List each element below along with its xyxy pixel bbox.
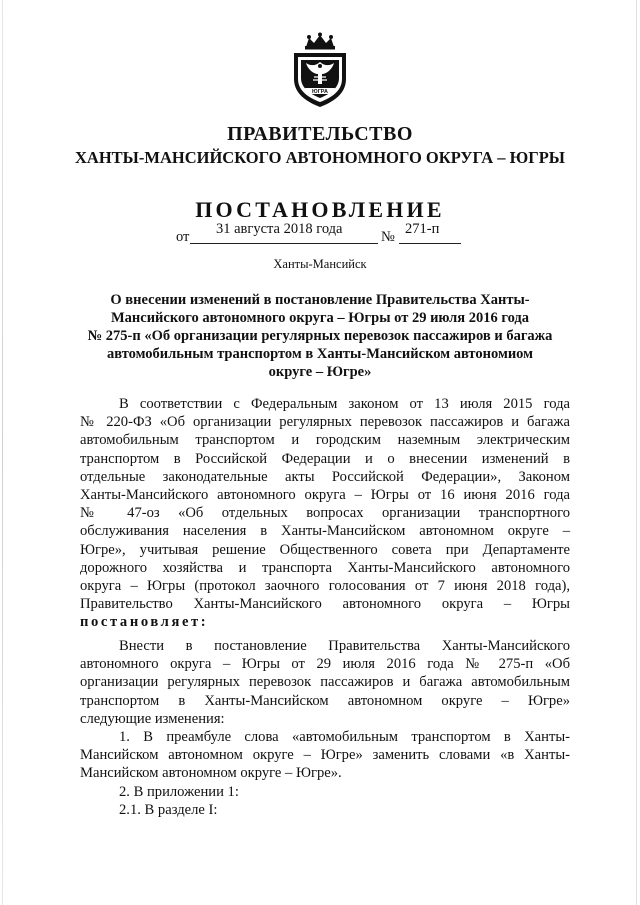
- preamble-line: № 47-оз «Об отдельных вопросах организации транспортного: [80, 505, 570, 522]
- clause-line: транспортом в Ханты-Мансийском автономном округе – Югре»: [80, 692, 570, 709]
- clause-line: 2.1. В разделе I:: [119, 801, 218, 818]
- clause-paragraph: [80, 637, 570, 819]
- clause-line: организации регулярных перевозок пассажиров и багажа автомобильным: [80, 674, 570, 691]
- preamble-line: округа – Югры (протокол заочного голосования от 7 июня 2018 года),: [80, 577, 570, 594]
- clause-line: Мансийском автономном округе – Югре».: [80, 765, 342, 782]
- number-label: №: [381, 229, 395, 245]
- preamble-line: автомобильным транспортом и городским наземным электрическим: [80, 432, 570, 449]
- preamble-line: № 220-ФЗ «Об организации регулярных перевозок пассажиров и багажа: [80, 414, 570, 431]
- clause-line: следующие изменения:: [80, 710, 225, 727]
- preamble-line: обслуживания населения в Ханты-Мансийском автономном округе –: [80, 523, 570, 540]
- preamble-line: Ханты-Мансийского автономного округа – Югры от 16 июня 2016 года: [80, 486, 570, 503]
- decree-date-number-row: [176, 221, 476, 245]
- decree-date: 31 августа 2018 года: [216, 221, 343, 237]
- preamble-line: Югре», учитывая решение Общественного совета при Департаменте: [80, 541, 570, 558]
- preamble-line: отдельные законодательные акты Российской Федерации», Законом: [80, 468, 570, 485]
- subject-line: № 275-п «Об организации регулярных перевозок пассажиров и багажа: [87, 328, 553, 344]
- svg-text:ЮГРА: ЮГРА: [312, 89, 328, 96]
- subject-line: округе – Югре»: [268, 364, 372, 380]
- number-underline: [399, 243, 461, 244]
- subject-line: О внесении изменений в постановление Правительства Ханты-: [110, 292, 530, 308]
- preamble-line: В соответствии с Федеральным законом от 13 июля 2015 года: [119, 396, 570, 412]
- government-title: ПРАВИТЕЛЬСТВО: [227, 123, 413, 145]
- date-underline: [190, 243, 378, 244]
- from-label: от: [176, 229, 190, 245]
- coat-of-arms-icon: [289, 32, 351, 108]
- subject-line: Мансийского автономного округа – Югры от 29 июля 2016 года: [110, 310, 530, 326]
- preamble-line: Правительство Ханты-Мансийского автономного округа – Югры: [80, 596, 570, 613]
- preamble-paragraph: [80, 395, 570, 631]
- decree-subject: [80, 291, 560, 381]
- resolves-word: постановляет:: [80, 614, 209, 631]
- city: Ханты-Мансийск: [273, 257, 367, 271]
- decree-number: 271-п: [405, 221, 440, 237]
- government-subtitle: ХАНТЫ-МАНСИЙСКОГО АВТОНОМНОГО ОКРУГА – ЮГРЫ: [75, 148, 565, 167]
- clause-line: автономного округа – Югры от 29 июля 2016 года № 275-п «Об: [80, 656, 570, 673]
- clause-line: Внести в постановление Правительства Ханты-Мансийского: [119, 638, 570, 654]
- subject-line: автомобильным транспортом в Ханты-Мансийском автономиом: [106, 346, 534, 362]
- clause-line: 1. В преамбуле слова «автомобильным транспортом в Ханты-: [119, 728, 570, 745]
- clause-line: 2. В приложении 1:: [119, 783, 239, 800]
- clause-line: Мансийском автономном округе – Югре» заменить словами «в Ханты-: [80, 747, 570, 764]
- preamble-line: дорожного хозяйства и транспорта Ханты-Мансийского автономного: [80, 559, 570, 576]
- document-type: ПОСТАНОВЛЕНИЕ: [195, 197, 445, 222]
- preamble-line: транспортом в Российской Федерации и о внесении изменений в: [80, 450, 570, 467]
